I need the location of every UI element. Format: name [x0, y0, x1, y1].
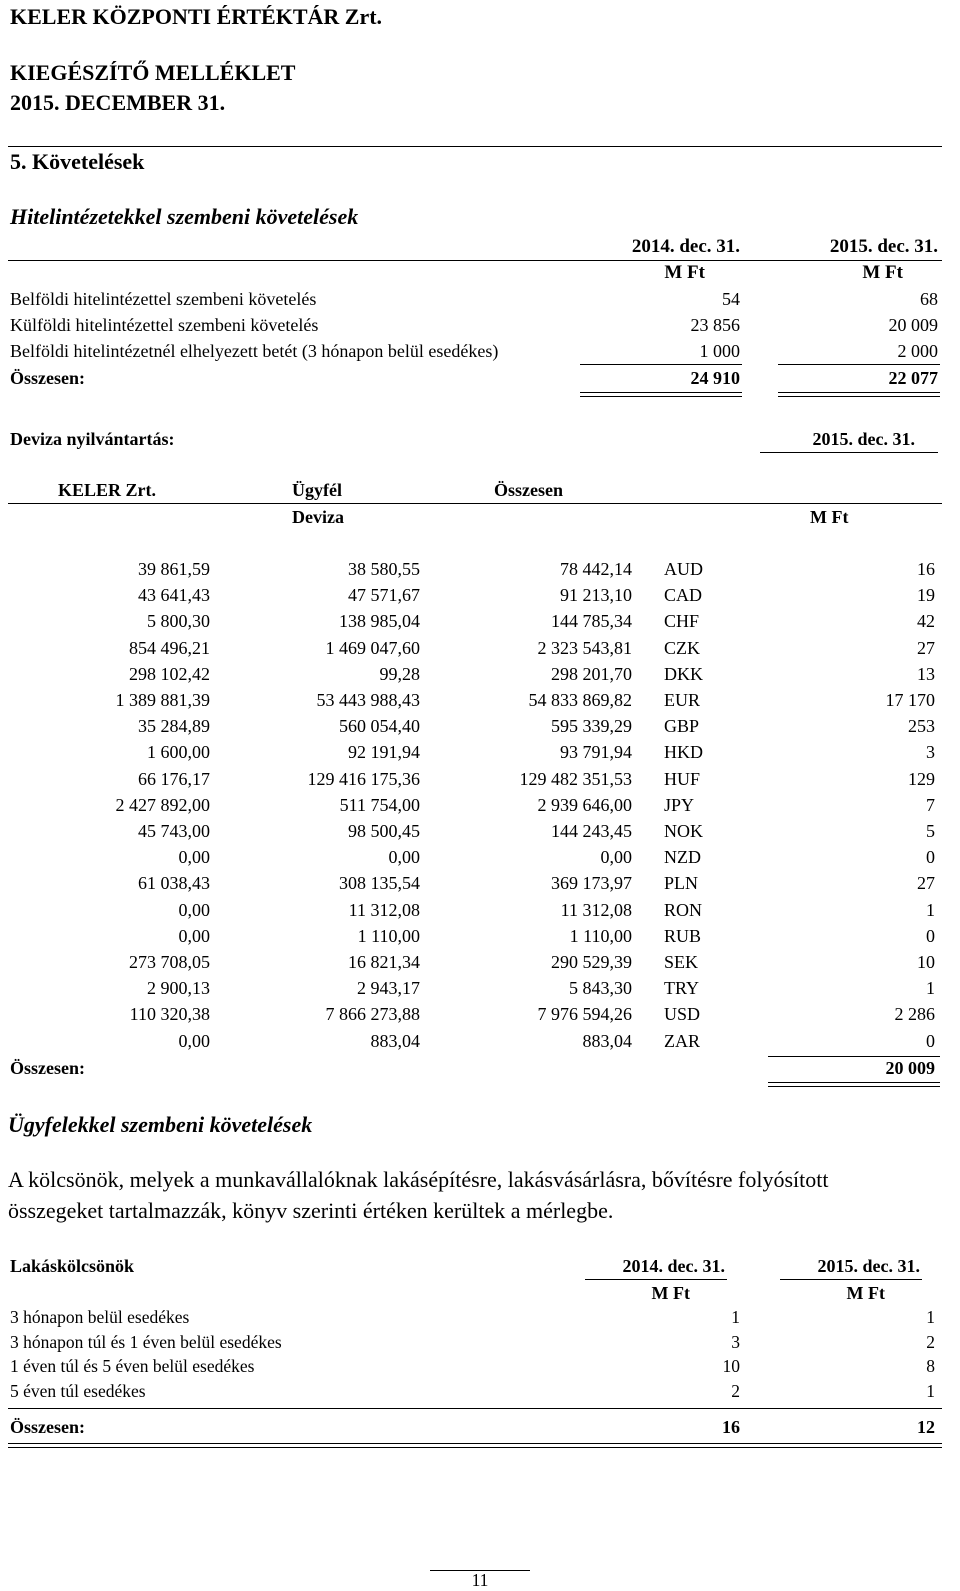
fx-cell-currency: TRY	[664, 978, 700, 999]
fx-cell-mft: 16	[917, 559, 935, 579]
credit-inst-sum-rule-2014	[580, 364, 742, 365]
customers-title: Ügyfelekkel szembeni követelések	[8, 1112, 313, 1137]
housing-row-2014: 2	[731, 1381, 740, 1401]
housing-col-2014: 2014. dec. 31.	[622, 1256, 725, 1276]
fx-cell-client: 7 866 273,88	[325, 1004, 420, 1025]
housing-row-2014: 3	[731, 1332, 740, 1352]
fx-cell-total: 369 173,97	[551, 873, 632, 894]
fx-cell-total: 5 843,30	[569, 978, 632, 999]
housing-row-2015: 1	[926, 1381, 935, 1401]
fx-cell-total: 0,00	[600, 847, 632, 868]
fx-cell-currency: USD	[664, 1004, 701, 1025]
fx-cell-total: 2 323 543,81	[537, 637, 632, 658]
credit-inst-col-2014: 2014. dec. 31.	[631, 236, 740, 257]
fx-cell-client: 883,04	[370, 1030, 420, 1051]
fx-cell-client: 53 443 988,43	[316, 690, 420, 710]
credit-inst-row-label: Belföldi hitelintézettel szembeni követelés	[10, 289, 317, 309]
fx-cell-total: 144 785,34	[551, 611, 632, 632]
fx-cell-keler: 66 176,17	[138, 768, 210, 789]
fx-cell-keler: 2 427 892,00	[115, 794, 210, 815]
fx-cell-mft: 1	[926, 978, 935, 999]
document-date: 2015. DECEMBER 31.	[10, 90, 226, 115]
fx-cell-currency: PLN	[664, 873, 699, 894]
housing-row-2014: 10	[722, 1356, 740, 1376]
fx-cell-keler: 298 102,42	[129, 663, 210, 684]
housing-row-label: 5 éven túl esedékes	[10, 1381, 146, 1401]
fx-header-client: Ügyfél	[292, 480, 342, 500]
fx-cell-currency: NOK	[664, 821, 703, 841]
fx-cell-client: 129 416 175,36	[307, 768, 420, 789]
credit-inst-total-label: Összesen:	[10, 368, 85, 388]
fx-cell-currency: GBP	[664, 716, 700, 737]
housing-title: Lakáskölcsönök	[10, 1256, 135, 1276]
fx-cell-mft: 17 170	[885, 690, 935, 710]
credit-inst-row-label: Külföldi hitelintézettel szembeni követelés	[10, 315, 319, 335]
header-rule	[8, 146, 942, 147]
fx-cell-keler: 0,00	[178, 899, 210, 920]
fx-cell-client: 308 135,54	[339, 873, 420, 894]
fx-cell-total: 7 976 594,26	[537, 1004, 632, 1025]
fx-cell-currency: ZAR	[664, 1030, 700, 1051]
fx-cell-mft: 2 286	[894, 1004, 935, 1025]
fx-header-unit: M Ft	[810, 507, 849, 527]
housing-row-2015: 2	[926, 1332, 935, 1352]
fx-cell-total: 2 939 646,00	[537, 794, 632, 815]
credit-inst-total-underline-2015	[778, 392, 940, 397]
fx-cell-keler: 273 708,05	[129, 952, 210, 972]
housing-row-2015: 8	[926, 1356, 935, 1376]
credit-inst-header-rule	[8, 260, 942, 261]
fx-cell-client: 511 754,00	[339, 794, 420, 815]
fx-cell-total: 144 243,45	[551, 821, 632, 841]
housing-col-2015: 2015. dec. 31.	[817, 1256, 920, 1276]
housing-col-rule-2015	[780, 1279, 922, 1280]
fx-cell-client: 1 469 047,60	[325, 637, 420, 658]
fx-cell-currency: DKK	[664, 663, 703, 684]
fx-cell-mft: 42	[917, 611, 935, 632]
fx-cell-keler: 1 389 881,39	[115, 690, 210, 710]
credit-inst-total-underline-2014	[580, 392, 742, 397]
fx-cell-total: 54 833 869,82	[528, 690, 632, 710]
housing-unit-2014: M Ft	[651, 1283, 690, 1303]
fx-total-underline	[768, 1082, 940, 1087]
fx-cell-client: 98 500,45	[348, 821, 420, 841]
fx-cell-client: 47 571,67	[348, 585, 420, 606]
fx-cell-keler: 0,00	[178, 925, 210, 946]
fx-cell-keler: 2 900,13	[147, 978, 210, 999]
fx-cell-keler: 61 038,43	[138, 873, 210, 894]
fx-cell-total: 129 482 351,53	[519, 768, 632, 789]
credit-inst-row-2014: 1 000	[699, 341, 740, 361]
housing-total-2014: 16	[722, 1417, 740, 1437]
fx-sum-rule	[768, 1056, 940, 1057]
fx-cell-client: 16 821,34	[348, 952, 420, 972]
fx-cell-currency: NZD	[664, 847, 701, 868]
credit-inst-total-2014: 24 910	[690, 368, 740, 388]
fx-cell-mft: 19	[917, 585, 935, 606]
fx-cell-mft: 253	[908, 716, 935, 737]
fx-cell-client: 99,28	[379, 663, 420, 684]
housing-total-2015: 12	[917, 1417, 935, 1437]
fx-cell-currency: EUR	[664, 690, 700, 710]
housing-row-label: 1 éven túl és 5 éven belül esedékes	[10, 1356, 255, 1376]
credit-inst-row-2014: 23 856	[690, 315, 740, 335]
fx-total-label: Összesen:	[10, 1058, 85, 1078]
fx-cell-mft: 0	[926, 925, 935, 946]
fx-cell-client: 0,00	[388, 847, 420, 868]
fx-cell-total: 93 791,94	[560, 742, 632, 763]
housing-row-2014: 1	[731, 1307, 740, 1327]
fx-cell-client: 38 580,55	[348, 559, 420, 579]
fx-cell-mft: 3	[926, 742, 935, 763]
fx-cell-total: 78 442,14	[560, 559, 632, 579]
housing-total-underline	[8, 1443, 942, 1448]
fx-cell-currency: CZK	[664, 637, 700, 658]
customers-paragraph-line-1: A kölcsönök, melyek a munkavállalóknak lakásépítésre, lakásvásárlásra, bővítésre folyósított	[8, 1167, 829, 1192]
fx-cell-client: 1 110,00	[357, 925, 420, 946]
fx-cell-keler: 5 800,30	[147, 611, 210, 632]
fx-cell-keler: 39 861,59	[138, 559, 210, 579]
fx-cell-total: 290 529,39	[551, 952, 632, 972]
credit-inst-col-2015: 2015. dec. 31.	[829, 236, 938, 257]
fx-cell-currency: RON	[664, 899, 703, 920]
housing-row-2015: 1	[926, 1307, 935, 1327]
fx-cell-total: 298 201,70	[551, 663, 632, 684]
housing-total-label: Összesen:	[10, 1417, 85, 1437]
fx-cell-mft: 27	[917, 873, 935, 894]
credit-inst-row-2015: 2 000	[897, 341, 938, 361]
credit-inst-row-2015: 20 009	[888, 315, 938, 335]
fx-cell-client: 11 312,08	[348, 899, 420, 920]
fx-cell-currency: CAD	[664, 585, 703, 606]
section-title: 5. Követelések	[10, 149, 145, 174]
fx-total-value: 20 009	[885, 1058, 935, 1078]
fx-cell-currency: AUD	[664, 559, 703, 579]
fx-cell-total: 595 339,29	[551, 716, 632, 737]
fx-cell-mft: 1	[926, 899, 935, 920]
fx-cell-mft: 0	[926, 847, 935, 868]
fx-cell-currency: RUB	[664, 925, 702, 946]
page-number: 11	[471, 1570, 489, 1590]
fx-cell-mft: 7	[926, 794, 935, 815]
fx-cell-client: 138 985,04	[339, 611, 420, 632]
fx-cell-currency: HUF	[664, 768, 701, 789]
fx-date: 2015. dec. 31.	[812, 429, 915, 449]
fx-cell-keler: 45 743,00	[138, 821, 210, 841]
fx-date-rule	[760, 452, 938, 453]
fx-cell-keler: 0,00	[178, 1030, 210, 1051]
fx-cell-currency: SEK	[664, 952, 699, 972]
fx-header-total: Összesen	[494, 480, 563, 500]
credit-inst-row-2015: 68	[920, 289, 938, 309]
housing-row-label: 3 hónapon belül esedékes	[10, 1307, 190, 1327]
fx-cell-keler: 43 641,43	[138, 585, 210, 606]
fx-cell-total: 11 312,08	[560, 899, 632, 920]
fx-cell-mft: 0	[926, 1030, 935, 1051]
fx-cell-mft: 27	[917, 637, 935, 658]
fx-cell-mft: 10	[917, 952, 935, 972]
credit-inst-row-label: Belföldi hitelintézetnél elhelyezett betét (3 hónapon belül esedékes)	[10, 341, 499, 361]
fx-cell-currency: CHF	[664, 611, 700, 632]
company-name: KELER KÖZPONTI ÉRTÉKTÁR Zrt.	[10, 4, 383, 29]
credit-inst-sum-rule-2015	[778, 364, 940, 365]
fx-cell-keler: 35 284,89	[138, 716, 210, 737]
fx-header-keler: KELER Zrt.	[58, 480, 157, 500]
fx-cell-mft: 13	[917, 663, 935, 684]
fx-cell-mft: 129	[908, 768, 935, 789]
fx-cell-keler: 854 496,21	[129, 637, 210, 658]
fx-cell-currency: JPY	[664, 794, 695, 815]
credit-inst-total-2015: 22 077	[888, 368, 938, 388]
fx-cell-total: 883,04	[582, 1030, 632, 1051]
fx-cell-mft: 5	[926, 821, 935, 841]
fx-cell-currency: HKD	[664, 742, 703, 763]
fx-cell-client: 560 054,40	[339, 716, 420, 737]
housing-col-rule-2014	[585, 1279, 727, 1280]
customers-paragraph-line-2: összegeket tartalmazzák, könyv szerinti értéken kerültek a mérlegbe.	[8, 1198, 614, 1223]
fx-header-currency: Deviza	[292, 507, 344, 527]
housing-sum-rule	[8, 1408, 942, 1409]
fx-cell-client: 92 191,94	[348, 742, 420, 763]
fx-cell-client: 2 943,17	[357, 978, 420, 999]
credit-inst-unit-2015: M Ft	[862, 262, 903, 283]
fx-cell-total: 91 213,10	[560, 585, 632, 606]
housing-unit-2015: M Ft	[846, 1283, 885, 1303]
credit-inst-unit-2014: M Ft	[664, 262, 705, 283]
fx-cell-keler: 0,00	[178, 847, 210, 868]
fx-header-rule	[8, 503, 942, 504]
credit-inst-title: Hitelintézetekkel szembeni követelések	[10, 204, 359, 229]
fx-cell-total: 1 110,00	[569, 925, 632, 946]
credit-inst-row-2014: 54	[722, 289, 740, 309]
fx-cell-keler: 1 600,00	[147, 742, 210, 763]
fx-title: Deviza nyilvántartás:	[10, 429, 175, 449]
fx-cell-keler: 110 320,38	[129, 1004, 210, 1025]
document-title: KIEGÉSZÍTŐ MELLÉKLET	[10, 60, 296, 85]
housing-row-label: 3 hónapon túl és 1 éven belül esedékes	[10, 1332, 282, 1352]
